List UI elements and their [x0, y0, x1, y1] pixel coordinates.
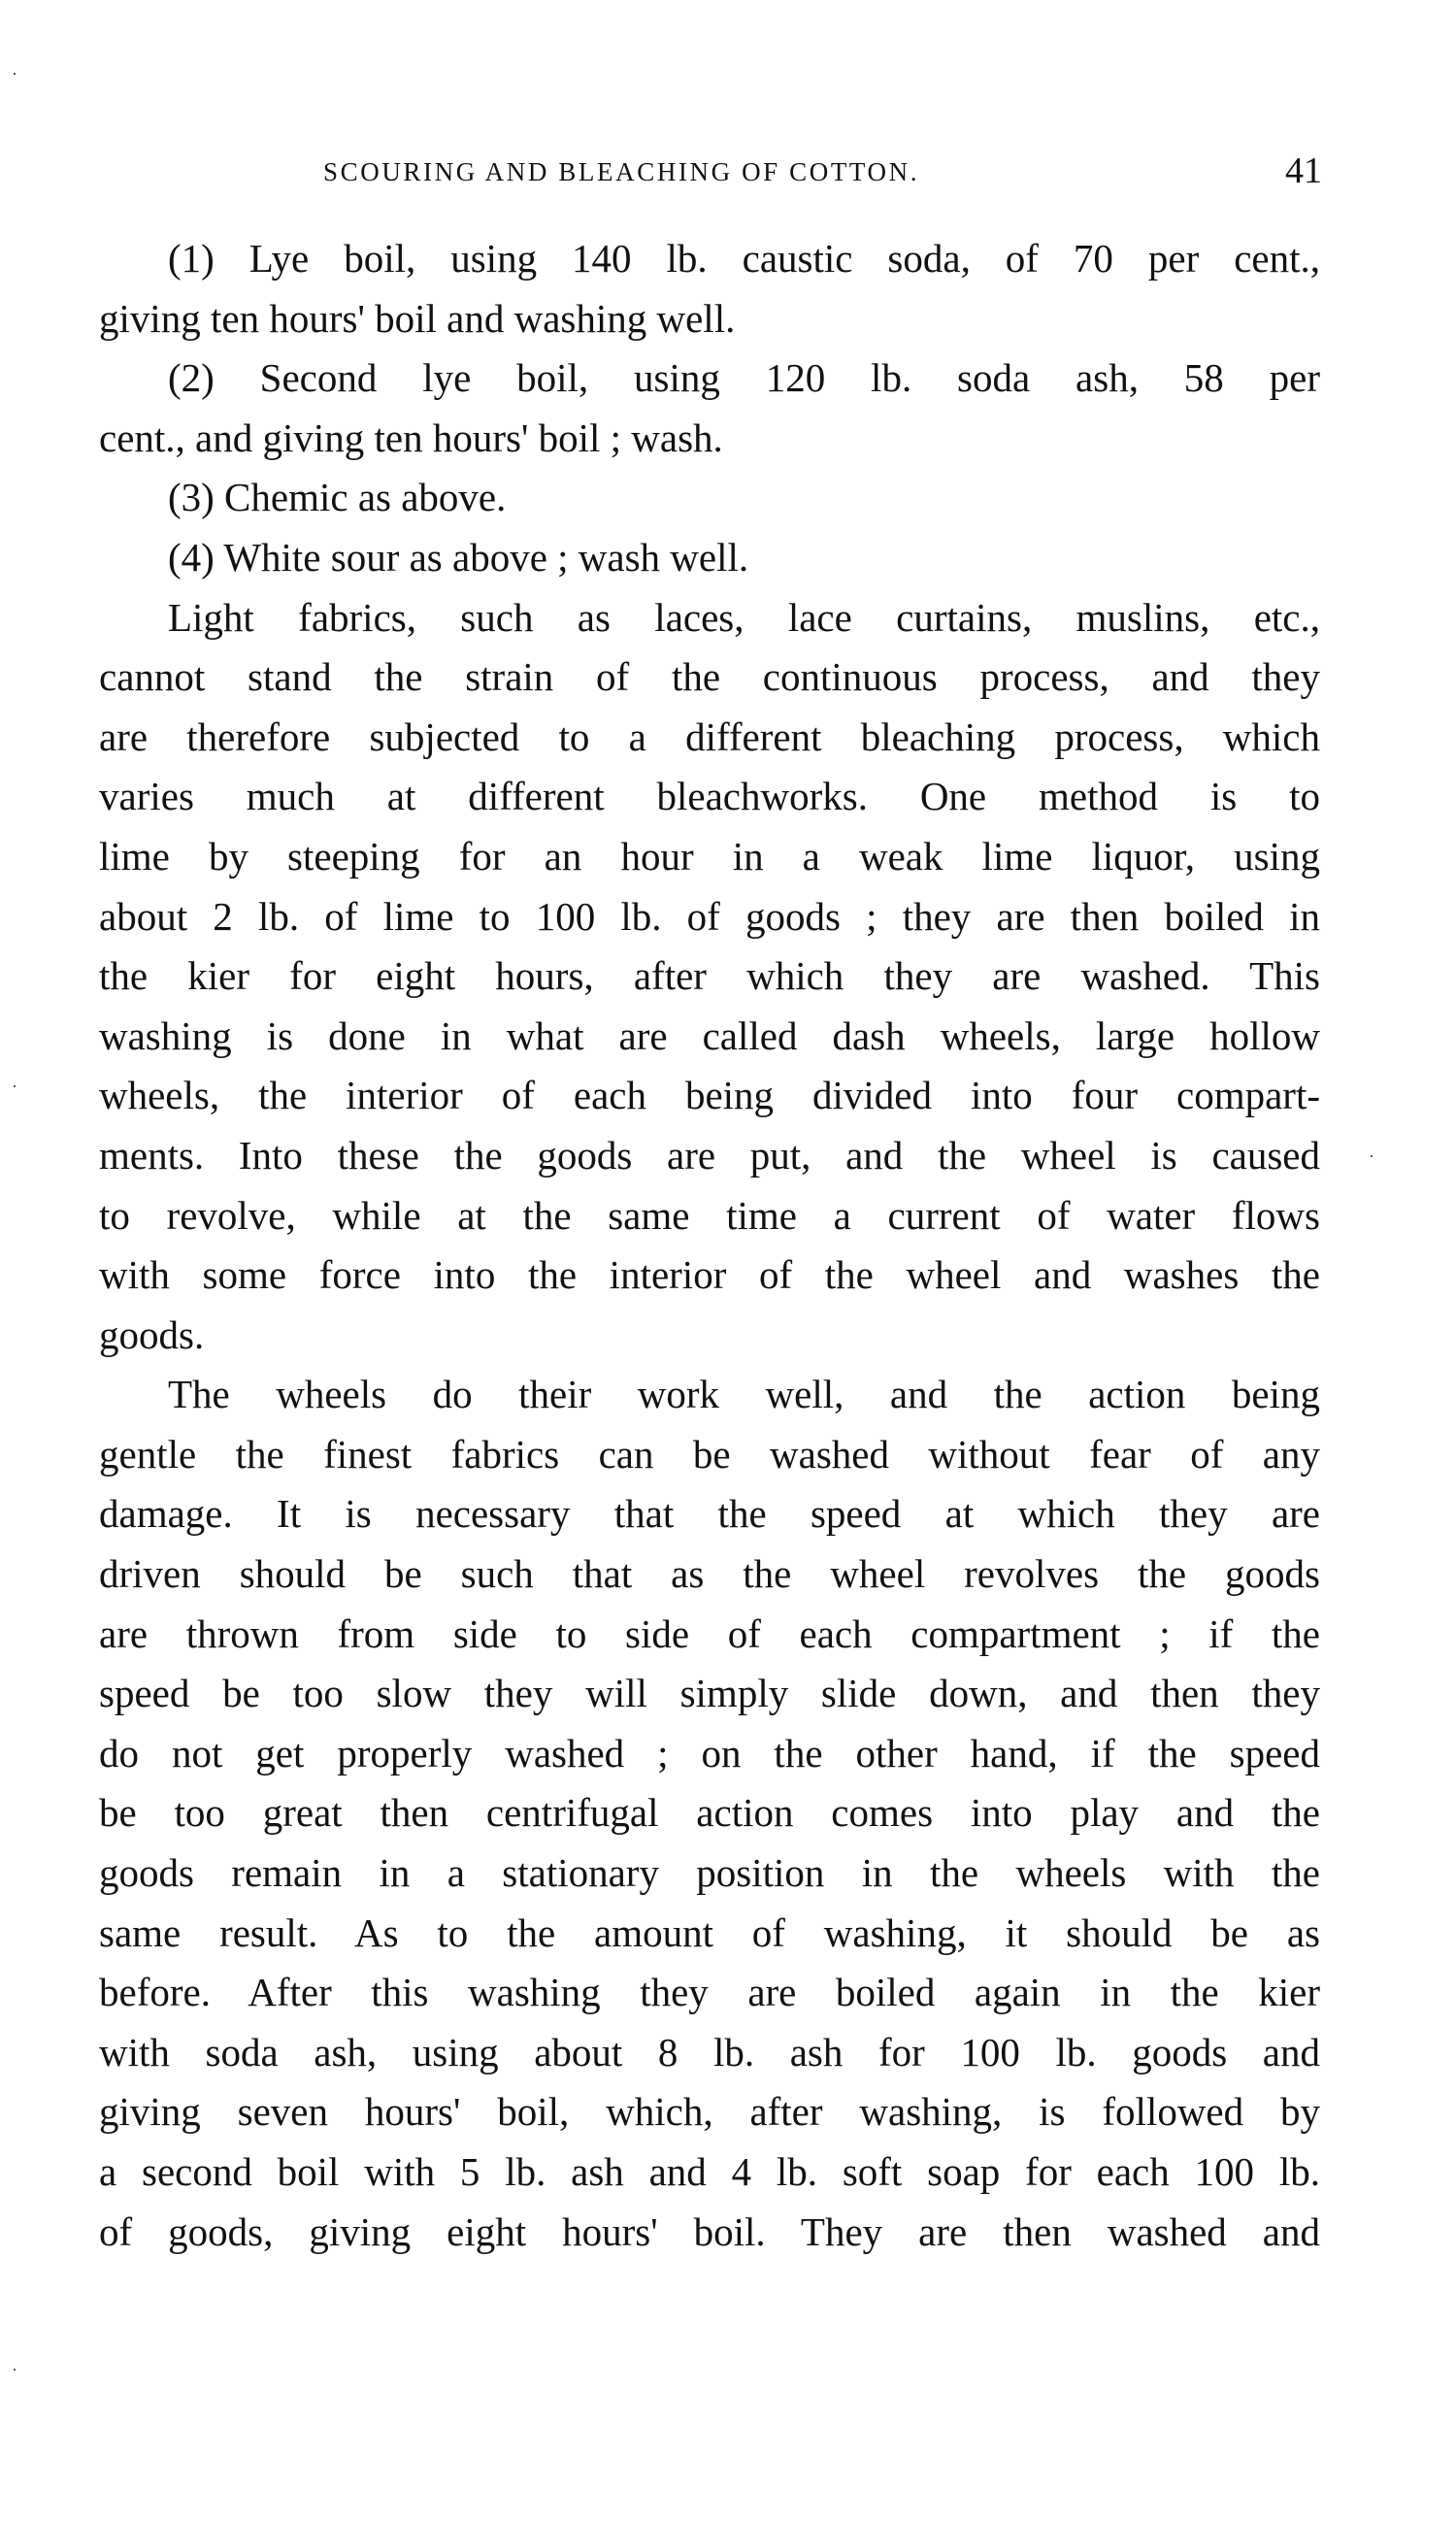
scan-speck: [1371, 1155, 1373, 1157]
text-line: cent., and giving ten hours' boil ; wash.: [99, 415, 723, 460]
text-line: (2) Second lye boil, using 120 lb. soda ash, 58 per: [168, 355, 1320, 401]
text-line: lime by steeping for an hour in a weak lime liquor, using: [99, 833, 1320, 879]
text-line: a second boil with 5 lb. ash and 4 lb. soft soap for each 100 lb.: [99, 2149, 1320, 2194]
scan-speck: [14, 1085, 16, 1087]
text-line: the kier for eight hours, after which they are washed. This: [99, 953, 1320, 999]
text-line: (3) Chemic as above.: [168, 475, 507, 520]
text-line: be too great then centrifugal action comes into play and the: [99, 1790, 1320, 1836]
text-line: ments. Into these the goods are put, and the wheel is caused: [99, 1132, 1320, 1178]
text-line: wheels, the interior of each being divided into four compart-: [99, 1073, 1320, 1118]
text-line: driven should be such that as the wheel revolves the goods: [99, 1551, 1320, 1597]
text-line: Light fabrics, such as laces, lace curtains, muslins, etc.,: [168, 594, 1320, 640]
text-line: speed be too slow they will simply slide down, and then they: [99, 1671, 1320, 1716]
body-text: [99, 229, 1320, 2262]
text-line: with some force into the interior of the wheel and washes the: [99, 1252, 1320, 1298]
text-line: giving seven hours' boil, which, after washing, is followed by: [99, 2089, 1320, 2135]
text-line: goods remain in a stationary position in the wheels with the: [99, 1850, 1320, 1896]
text-line: cannot stand the strain of the continuous process, and they: [99, 654, 1320, 700]
page-header: [97, 150, 1322, 196]
text-line: do not get properly washed ; on the other hand, if the speed: [99, 1730, 1320, 1776]
running-title: SCOURING AND BLEACHING OF COTTON.: [323, 157, 920, 186]
text-line: The wheels do their work well, and the action being: [168, 1372, 1320, 1417]
text-line: (4) White sour as above ; wash well.: [168, 534, 749, 580]
text-line: gentle the finest fabrics can be washed without fear of any: [99, 1431, 1320, 1477]
text-line: of goods, giving eight hours' boil. They are then washed and: [99, 2208, 1320, 2254]
text-line: with soda ash, using about 8 lb. ash for 100 lb. goods and: [99, 2029, 1320, 2075]
text-line: varies much at different bleachworks. One method is to: [99, 774, 1320, 819]
text-line: before. After this washing they are boiled again in the kier: [99, 1970, 1320, 2015]
text-line: to revolve, while at the same time a current of water flows: [99, 1192, 1320, 1238]
text-line: goods.: [99, 1311, 205, 1357]
text-line: about 2 lb. of lime to 100 lb. of goods ; they are then boiled in: [99, 893, 1320, 939]
text-line: same result. As to the amount of washing, it should be as: [99, 1909, 1320, 1955]
text-line: damage. It is necessary that the speed at which they are: [99, 1491, 1320, 1537]
text-line: are therefore subjected to a different bleaching process, which: [99, 714, 1320, 759]
text-line: giving ten hours' boil and washing well.: [99, 295, 736, 341]
scan-speck: [14, 73, 16, 75]
text-line: washing is done in what are called dash wheels, large hollow: [99, 1013, 1320, 1058]
scan-speck: [14, 2369, 16, 2371]
text-line: (1) Lye boil, using 140 lb. caustic soda, of 70 per cent.,: [168, 236, 1320, 281]
page-number: 41: [1285, 150, 1322, 191]
text-line: are thrown from side to side of each compartment ; if the: [99, 1610, 1320, 1656]
